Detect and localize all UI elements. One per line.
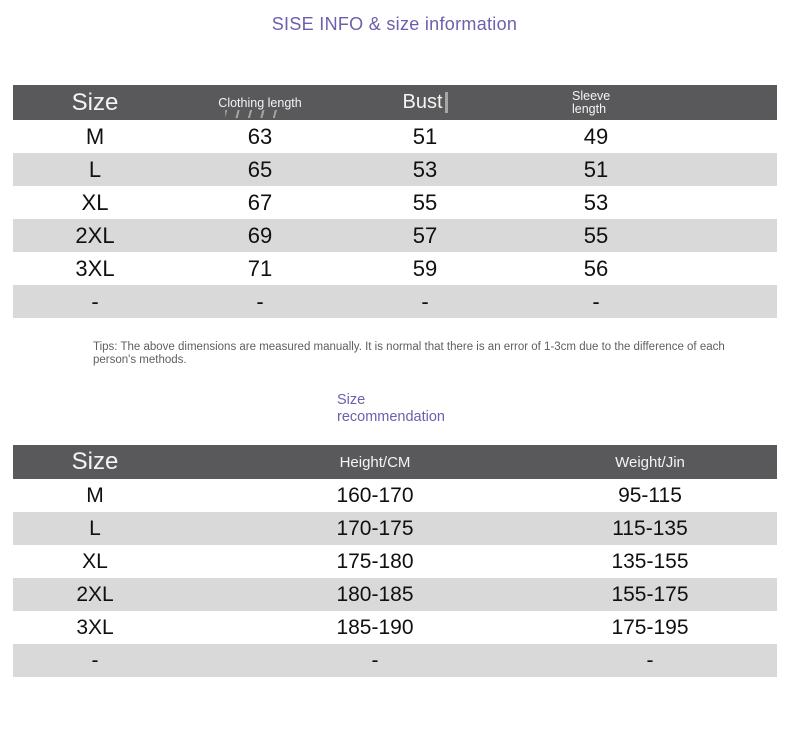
table-row [13, 479, 777, 512]
table-cell: 170-175 [336, 516, 414, 540]
table-body [13, 120, 777, 318]
table-cell: - [91, 288, 99, 314]
table-cell: 49 [583, 123, 609, 149]
table-cell: 115-135 [612, 516, 688, 540]
table-cell: 65 [247, 156, 273, 182]
column-header-bust [343, 85, 507, 120]
tips-note: Tips: The above dimensions are measured manually. It is normal that there is an error of 1-3cm due to the difference of each person's methods. [93, 341, 725, 366]
table-cell: 51 [583, 156, 609, 182]
size-table [13, 85, 777, 318]
table-row [13, 644, 777, 677]
table-cell: 155-175 [611, 582, 689, 606]
table-cell: 71 [247, 255, 273, 281]
table-row [13, 545, 777, 578]
table-row [13, 252, 777, 285]
table-cell: 135-155 [611, 549, 689, 573]
table-cell: L [88, 156, 102, 182]
section-heading-recommendation: Size recommendation [337, 392, 445, 425]
table-cell: 180-185 [336, 582, 414, 606]
table-cell: 175-195 [611, 615, 689, 639]
table-row [13, 512, 777, 545]
table-cell: - [371, 648, 379, 672]
column-header-label: Size [71, 88, 119, 116]
column-header-label: Weight/Jin [615, 453, 685, 471]
table-cell: 67 [247, 189, 273, 215]
table-cell: 57 [412, 222, 438, 248]
table-cell: 3XL [76, 615, 114, 639]
column-header-size [13, 445, 177, 479]
table-cell: XL [82, 549, 108, 573]
table-cell: 160-170 [336, 483, 414, 507]
table-cell: 2XL [76, 582, 114, 606]
table-cell: M [85, 123, 105, 149]
table-cell: 3XL [75, 255, 115, 281]
table-body [13, 479, 777, 677]
table-cell: - [91, 648, 99, 672]
column-header-label: Clothing length [218, 95, 302, 110]
page-title: SISE INFO & size information [271, 14, 518, 34]
table-cell: 185-190 [336, 615, 414, 639]
column-header-label: Bust [402, 91, 443, 113]
table-cell: L [89, 516, 101, 540]
table-cell: 55 [412, 189, 438, 215]
table-row [13, 219, 777, 252]
table-cell: 2XL [75, 222, 115, 248]
table-row [13, 611, 777, 644]
table-cell: 51 [412, 123, 438, 149]
text-cursor-artifact [445, 92, 448, 113]
column-header-height [177, 445, 573, 479]
table-cell: 95-115 [618, 483, 682, 507]
column-header-label: Size [71, 448, 119, 475]
table-row [13, 153, 777, 186]
table-cell: 55 [583, 222, 609, 248]
table-row [13, 285, 777, 318]
column-header-label: Height/CM [339, 453, 411, 471]
table-row [13, 578, 777, 611]
table-cell: - [646, 648, 654, 672]
table-cell: 56 [583, 255, 609, 281]
table-cell: 59 [412, 255, 438, 281]
table-header [13, 445, 777, 479]
column-header-size [13, 85, 177, 120]
table-cell: 63 [247, 123, 273, 149]
ghost-marks [225, 110, 283, 118]
table-row [13, 120, 777, 153]
table-cell: - [421, 288, 429, 314]
column-header-label: Sleeve length [572, 88, 611, 116]
table-header [13, 85, 777, 120]
table-cell: - [592, 288, 600, 314]
column-header-clothing-length [177, 85, 343, 120]
table-cell: 53 [583, 189, 609, 215]
recommendation-table [13, 445, 777, 677]
table-cell: 175-180 [336, 549, 414, 573]
column-header-sleeve-length [507, 85, 777, 120]
table-cell: XL [81, 189, 109, 215]
table-cell: - [256, 288, 264, 314]
table-cell: M [86, 483, 104, 507]
column-header-weight [573, 445, 777, 479]
table-row [13, 186, 777, 219]
table-cell: 69 [247, 222, 273, 248]
table-cell: 53 [412, 156, 438, 182]
